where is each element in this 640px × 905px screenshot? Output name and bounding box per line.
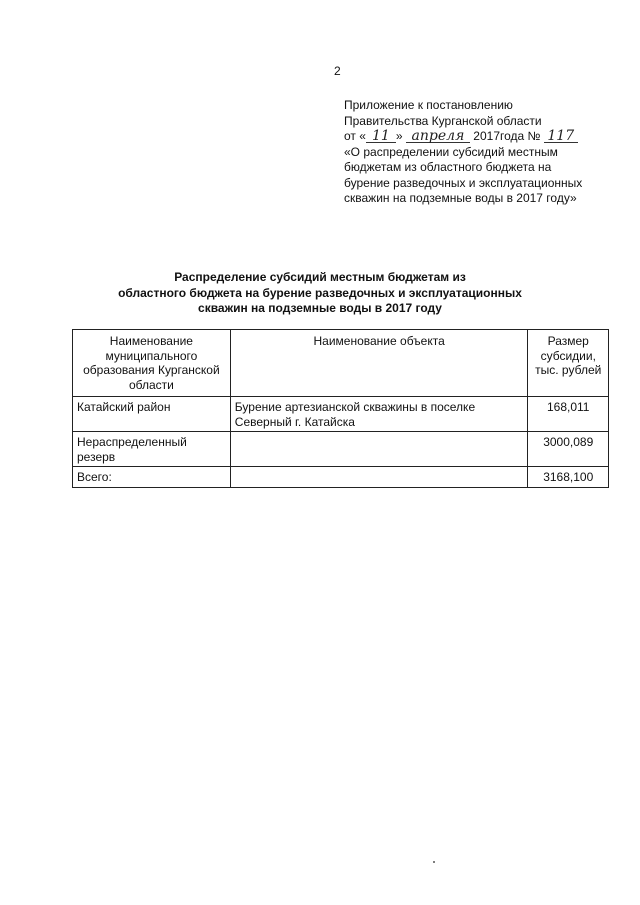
appendix-line-4: «О распределении субсидий местным [344, 144, 558, 159]
cell-municipality: Нераспределенный резерв [73, 432, 231, 467]
cell-amount: 3000,089 [528, 432, 609, 467]
page-number: 2 [334, 64, 341, 78]
cell-amount: 168,011 [528, 397, 609, 432]
date-mid: » [395, 129, 403, 143]
appendix-block [344, 98, 634, 207]
cell-total-amount: 3168,100 [528, 467, 609, 488]
table-row [73, 432, 609, 467]
title-line-2: областного бюджета на бурение разведочных и эксплуатационных [118, 285, 522, 300]
date-prefix: от « [344, 129, 366, 143]
cell-object: Бурение артезианской скважины в поселке Северный г. Катайска [230, 397, 528, 432]
document-title [60, 270, 580, 317]
date-year: 2017года № [473, 129, 541, 143]
table-total-row [73, 467, 609, 488]
appendix-line-2: Правительства Курганской области [344, 113, 542, 128]
appendix-line-5: бюджетам из областного бюджета на [344, 160, 552, 174]
appendix-line-7: скважин на подземные воды в 2017 году» [344, 191, 577, 205]
cell-municipality: Катайский район [73, 397, 231, 432]
appendix-line-1: Приложение к постановлению [344, 98, 513, 112]
appendix-date-line [344, 129, 634, 145]
table-row [73, 397, 609, 432]
header-object: Наименование объекта [230, 330, 528, 397]
cell-total-label: Всего: [73, 467, 231, 488]
handwritten-day: 11 [366, 130, 396, 143]
header-municipality: Наименование муниципального образования Курганской области [73, 330, 231, 397]
header-amount: Размер субсидии, тыс. рублей [528, 330, 609, 397]
table-header-row [73, 330, 609, 397]
cell-object [230, 467, 528, 488]
handwritten-doc-number: 117 [544, 130, 578, 143]
subsidy-table [72, 329, 609, 488]
cell-object [230, 432, 528, 467]
handwritten-month: апреля [406, 130, 470, 143]
scan-speck [433, 861, 435, 863]
title-line-3: скважин на подземные воды в 2017 году [198, 301, 442, 315]
appendix-line-6: бурение разведочных и эксплуатационных [344, 175, 583, 190]
title-line-1: Распределение субсидий местным бюджетам из [174, 270, 466, 284]
